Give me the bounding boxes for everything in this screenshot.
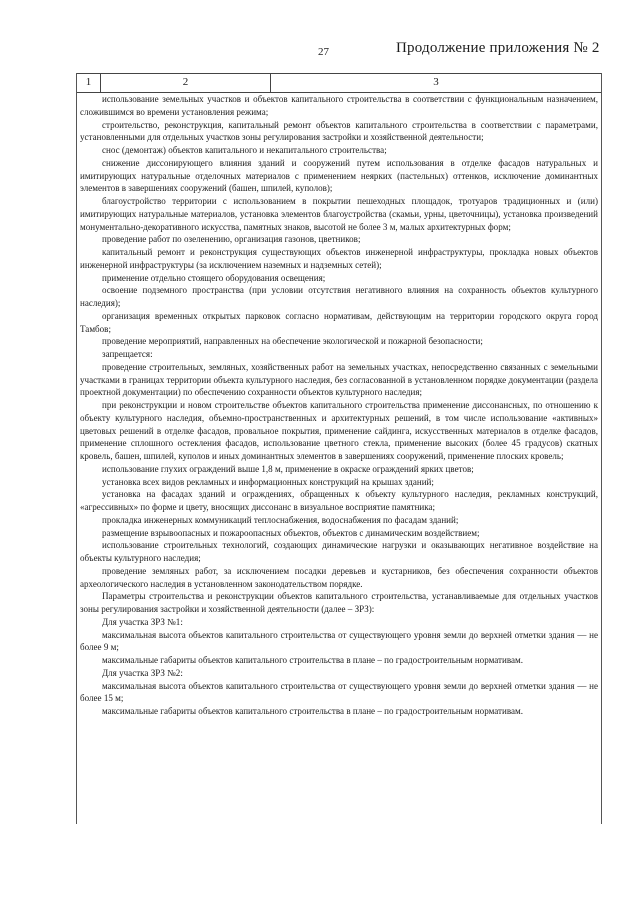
paragraph: установка всех видов рекламных и информационных конструкций на крышах зданий;: [102, 476, 434, 487]
column-header-3: 3: [433, 76, 439, 88]
paragraph: прокладка инженерных коммуникаций теплоснабжения, водоснабжения по фасадам зданий;: [102, 514, 459, 525]
paragraph: применение отдельно стоящего оборудования освещения;: [102, 272, 326, 283]
paragraph: снос (демонтаж) объектов капитального и некапитального строительства;: [102, 145, 387, 155]
table-cell-text: [80, 93, 598, 718]
table-header-row: [77, 73, 601, 93]
page-caption: Продолжение приложения № 2: [396, 40, 600, 56]
paragraph: Для участка ЗРЗ №2:: [102, 667, 183, 678]
paragraph: капитальный ремонт и реконструкция существующих объектов инженерной инфраструктуры, прокладка новых объектов инженерной инфраструктуры (за исключением наземных и надземных сетей);: [80, 247, 598, 270]
paragraph: Параметры строительства и реконструкции объектов капитального строительства, устанавливаемые для отдельных участков зоны регулирования застройки и хозяйственной деятельности (далее – ЗРЗ):: [80, 591, 598, 614]
paragraph: запрещается:: [102, 349, 153, 359]
column-header-1: 1: [77, 74, 101, 92]
paragraph: снижение диссонирующего влияния зданий и сооружений путем использования в отделке фасадов натуральных и имитирующих натуральные отделочных материалов с применением неярких (пастельных) оттенков, исключение доминантных элементов в завершениях сооружений (башен, шпилей, куполов);: [80, 157, 598, 194]
paragraph: максимальные габариты объектов капитального строительства в плане – по градостроительным нормативам.: [102, 655, 523, 665]
paragraph: использование глухих ограждений выше 1,8 м, применение в окраске ограждений ярких цветов;: [102, 463, 474, 474]
paragraph: благоустройство территории с использованием в покрытии пешеходных площадок, тротуаров традиционных и (или) имитирующих натуральные материалов, установка элементов благоустройства (скамьи, урны, цветочницы), установка произведений монументально-декоративного искусства, памятных знаков, высотой не более 3 м, малых архитектурных форм;: [80, 196, 598, 232]
paragraph: использование земельных участков и объектов капитального строительства в соответствии с функциональным назначением, сложившимся во времени установления режима;: [80, 94, 598, 117]
paragraph: размещение взрывоопасных и пожароопасных объектов, объектов с динамическим воздействием;: [102, 527, 480, 538]
paragraph: максимальные габариты объектов капитального строительства в плане – по градостроительным нормативам.: [102, 706, 523, 716]
paragraph: при реконструкции и новом строительстве объектов капитального строительства применение диссонансных, по отношению к объекту культурного наследия, объемно-пространственных и архитектурных решений, в том числе использование «активных» цветовых решений в отделке фасадов, провальное покрытия, применение сайдинга, искусственных материалов в отделке фасадов, применение сплошного остекления фасадов, использование цветного стекла, применение высоких (более 45 градусов) скатных кровель, башен, шпилей, куполов и иных доминантных элементов в завершениях сооружений, применение плоских кровель;: [80, 400, 598, 461]
paragraph: проведение работ по озеленению, организация газонов, цветников;: [102, 234, 361, 245]
paragraph: Для участка ЗРЗ №1:: [102, 616, 183, 627]
paragraph: проведение земляных работ, за исключением посадки деревьев и кустарников, без обеспечения сохранности объектов археологического наследия в установленном законодательством порядке.: [80, 565, 598, 589]
paragraph: максимальная высота объектов капитального строительства от существующего уровня земли до верхней отметки здания — не более 15 м;: [80, 680, 598, 704]
paragraph: проведение строительных, земляных, хозяйственных работ на земельных участках, непосредственно связанных с земельными участками в границах территории объекта культурного наследия, без согласованной в установленном порядке документации (раздела проектной документации) по обеспечению сохранности объектов культурного наследия;: [80, 361, 598, 398]
page-number: 27: [318, 46, 329, 58]
paragraph: максимальная высота объектов капитального строительства от существующего уровня земли до верхней отметки здания — не более 9 м;: [80, 629, 598, 653]
paragraph: использование строительных технологий, создающих динамические нагрузки и оказывающих негативное воздействие на объекты культурного наследия;: [80, 540, 598, 563]
paragraph: установка на фасадах зданий и ограждениях, обращенных к объекту культурного наследия, рекламных конструкций, «агрессивных» по форме и цвету, вносящих диссонанс в визуальное восприятие памятника;: [80, 489, 598, 512]
paragraph: организация временных открытых парковок согласно нормативам, действующим на территории городского округа город Тамбов;: [80, 310, 598, 334]
paragraph: строительство, реконструкция, капитальный ремонт объектов капитального строительства в соответствии с параметрами, установленными для отдельных участков зоны регулирования застройки и хозяйственной деятельности;: [80, 119, 598, 143]
paragraph: проведение мероприятий, направленных на обеспечение экологической и пожарной безопасности;: [102, 336, 483, 347]
column-header-2: 2: [101, 74, 271, 92]
document-table: [76, 73, 602, 824]
paragraph: освоение подземного пространства (при условии отсутствия негативного влияния на сохранность объектов культурного наследия);: [80, 285, 598, 308]
